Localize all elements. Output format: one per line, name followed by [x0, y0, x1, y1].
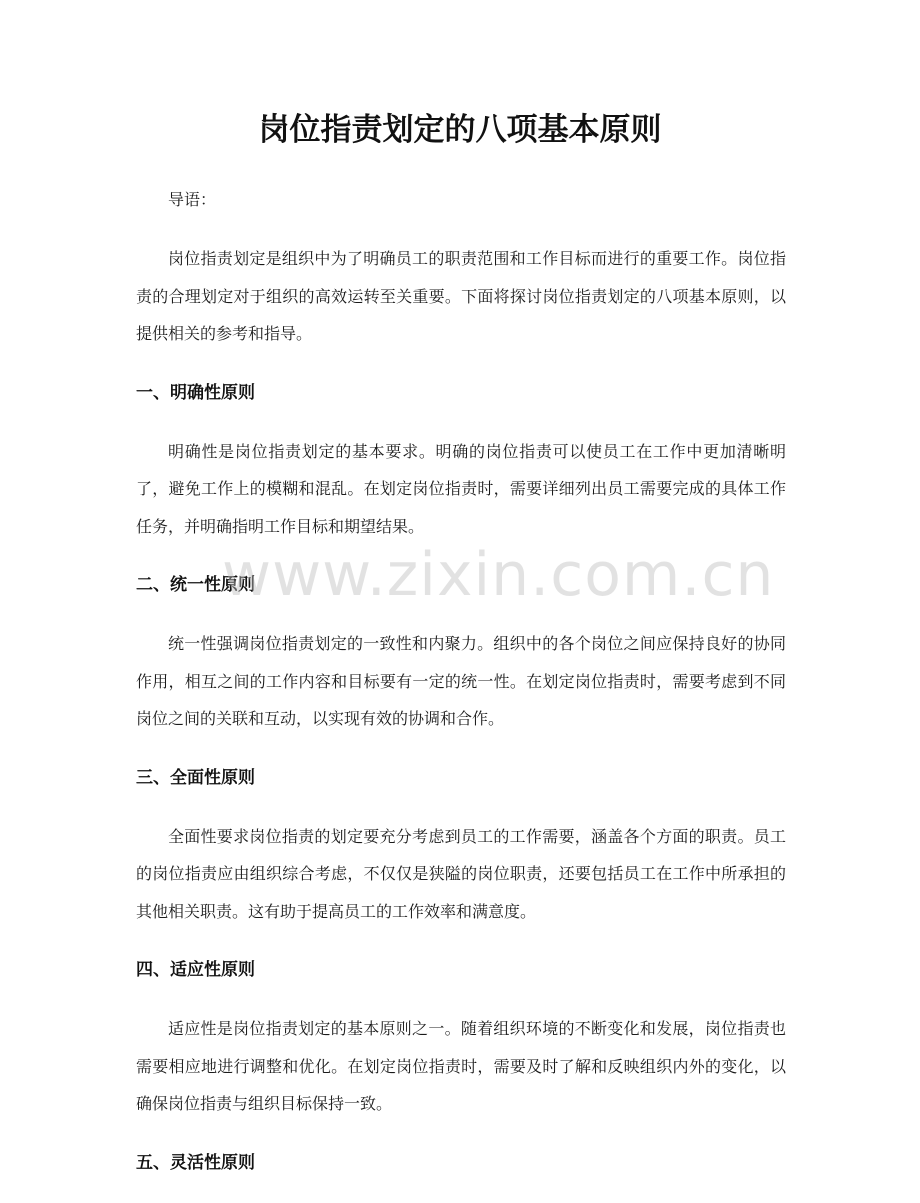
section-body-3: 全面性要求岗位指责的划定要充分考虑到员工的工作需要，涵盖各个方面的职责。员工的岗位指责应由组织综合考虑，不仅仅是狭隘的岗位职责，还要包括员工在工作中所承担的其他相关职责。这有助于提高员工的工作效率和满意度。: [136, 826, 786, 921]
intro-paragraph: 岗位指责划定是组织中为了明确员工的职责范围和工作目标而进行的重要工作。岗位指责的合理划定对于组织的高效运转至关重要。下面将探讨岗位指责划定的八项基本原则，以提供相关的参考和指导。: [136, 249, 786, 343]
document-title: 岗位指责划定的八项基本原则: [258, 112, 662, 148]
watermark: www.zixin.com.cn: [222, 540, 775, 610]
section-heading-4: 四、适应性原则: [136, 960, 255, 980]
section-heading-1: 一、明确性原则: [136, 382, 255, 403]
lead-label: 导语：: [168, 190, 217, 209]
section-heading-5: 五、灵活性原则: [136, 1152, 255, 1173]
section-body-4: 适应性是岗位指责划定的基本原则之一。随着组织环境的不断变化和发展，岗位指责也需要相应地进行调整和优化。在划定岗位指责时，需要及时了解和反映组织内外的变化，以确保岗位指责与组织目标保持一致。: [136, 1019, 786, 1113]
section-body-2: 统一性强调岗位指责划定的一致性和内聚力。组织中的各个岗位之间应保持良好的协同作用，相互之间的工作内容和目标要有一定的统一性。在划定岗位指责时，需要考虑到不同岗位之间的关联和互动，以实现有效的协调和合作。: [136, 634, 786, 728]
section-body-1: 明确性是岗位指责划定的基本要求。明确的岗位指责可以使员工在工作中更加清晰明了，避免工作上的模糊和混乱。在划定岗位指责时，需要详细列出员工需要完成的具体工作任务，并明确指明工作目标和期望结果。: [136, 441, 786, 536]
section-heading-2: 二、统一性原则: [136, 575, 255, 595]
section-heading-3: 三、全面性原则: [136, 767, 255, 788]
document-body: [136, 182, 786, 1203]
